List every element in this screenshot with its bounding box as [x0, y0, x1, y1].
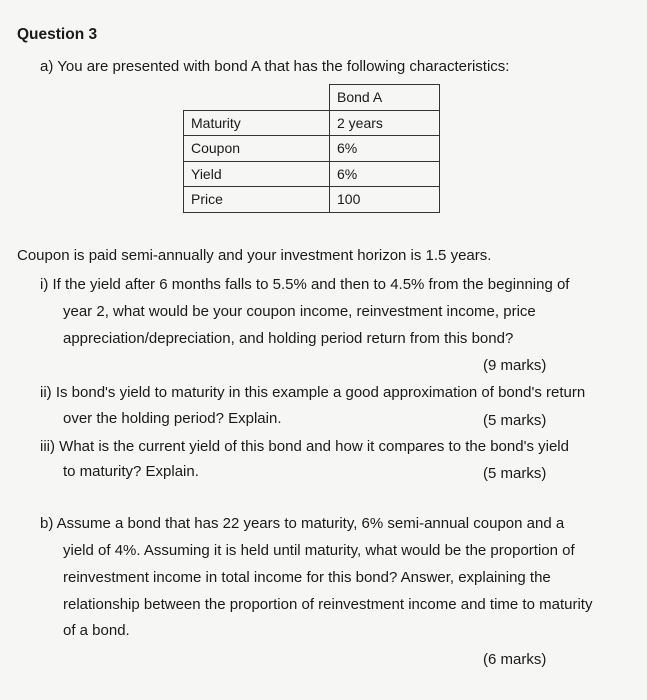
- part-a-context: Coupon is paid semi-annually and your investment horizon is 1.5 years.: [17, 247, 492, 264]
- sub-question-i-marks: (9 marks): [483, 357, 547, 374]
- row-label: Yield: [184, 161, 330, 187]
- part-b-line3: reinvestment income in total income for this bond? Answer, explaining the: [63, 569, 551, 586]
- row-value: 6%: [330, 136, 440, 162]
- table-row: [184, 187, 440, 213]
- row-value: 6%: [330, 161, 440, 187]
- sub-question-i-line3: appreciation/depreciation, and holding period return from this bond?: [63, 330, 514, 347]
- sub-question-i-line2: year 2, what would be your coupon income, reinvestment income, price: [63, 303, 536, 320]
- sub-question-iii-line2: to maturity? Explain.: [63, 463, 199, 480]
- part-b-marks: (6 marks): [483, 651, 547, 668]
- sub-question-iii-marks: (5 marks): [483, 465, 547, 482]
- bond-characteristics-table: [183, 84, 440, 213]
- part-b-line4: relationship between the proportion of reinvestment income and time to maturity: [63, 596, 593, 613]
- sub-question-iii-line1: iii) What is the current yield of this bond and how it compares to the bond's yield: [40, 438, 569, 455]
- question-title: Question 3: [17, 26, 98, 43]
- part-b-line5: of a bond.: [63, 622, 130, 639]
- row-label: Coupon: [184, 136, 330, 162]
- sub-question-ii-line1: ii) Is bond's yield to maturity in this example a good approximation of bond's return: [40, 384, 586, 401]
- sub-question-ii-line2: over the holding period? Explain.: [63, 410, 282, 427]
- sub-question-ii-marks: (5 marks): [483, 412, 547, 429]
- table-header-bond-a: Bond A: [330, 85, 440, 111]
- table-row: [184, 161, 440, 187]
- table-header-row: [184, 85, 440, 111]
- row-value: 2 years: [330, 110, 440, 136]
- part-b-line1: b) Assume a bond that has 22 years to maturity, 6% semi-annual coupon and a: [40, 515, 565, 532]
- sub-question-i-line1: i) If the yield after 6 months falls to 5.5% and then to 4.5% from the beginning of: [40, 276, 570, 293]
- row-label: Maturity: [184, 110, 330, 136]
- part-a-intro: a) You are presented with bond A that has the following characteristics:: [40, 58, 510, 75]
- row-value: 100: [330, 187, 440, 213]
- table-corner-cell: [184, 85, 330, 111]
- part-b-line2: yield of 4%. Assuming it is held until maturity, what would be the proportion of: [63, 542, 575, 559]
- table-row: [184, 110, 440, 136]
- row-label: Price: [184, 187, 330, 213]
- table-row: [184, 136, 440, 162]
